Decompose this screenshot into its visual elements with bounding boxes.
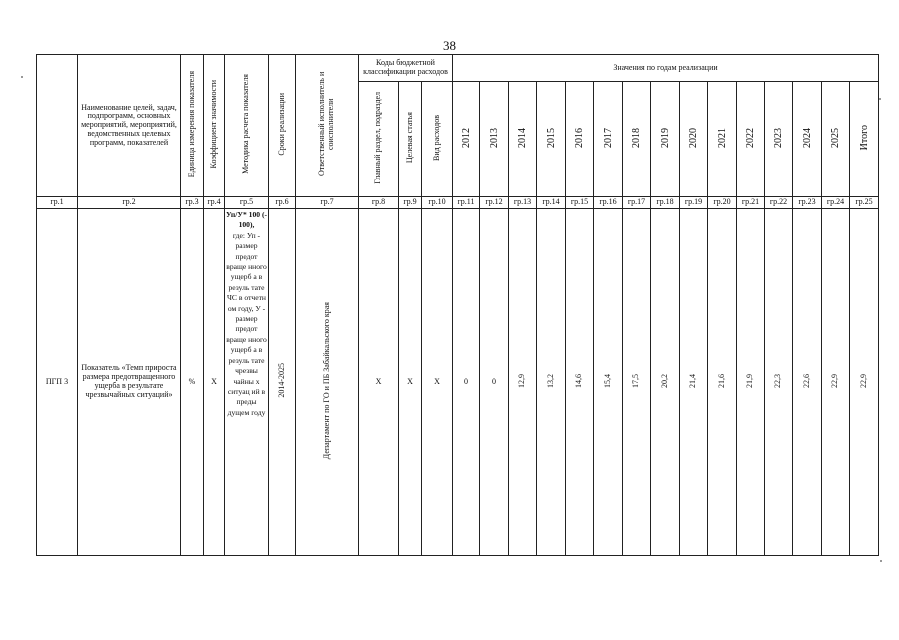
row-value: 22,9: [850, 209, 879, 556]
header-year: Итого: [850, 82, 879, 197]
row-indicator-name: Показатель «Темп прироста размера предотвращенного ущерба в результате чрезвычайных ситуаций»: [78, 209, 181, 556]
header-year: 2020: [680, 82, 708, 197]
header-years-group: Значения по годам реализации: [453, 55, 879, 82]
header-year: 2015: [537, 82, 566, 197]
column-number: гр.24: [822, 197, 850, 209]
row-method: [225, 209, 269, 556]
row-executor: Департамент по ГО и ПБ Забайкальского края: [296, 209, 359, 556]
row-budget-section: Х: [359, 209, 399, 556]
column-number: гр.21: [737, 197, 765, 209]
row-budget-article: Х: [399, 209, 422, 556]
column-number: гр.23: [793, 197, 822, 209]
header-budget-section: Главный раздел, подраздел: [359, 82, 399, 197]
row-value: 21,4: [680, 209, 708, 556]
header-year: 2017: [594, 82, 623, 197]
row-value: 21,6: [708, 209, 737, 556]
header-name: Наименование целей, задач, подпрограмм, основных мероприятий, мероприятий, ведомственных целевых программ, показателей: [78, 55, 181, 197]
row-code: ПГП 3: [37, 209, 78, 556]
column-number: гр.4: [204, 197, 225, 209]
column-number: гр.11: [453, 197, 480, 209]
column-number: гр.22: [765, 197, 793, 209]
page-number: 38: [443, 38, 456, 53]
row-value: 0: [480, 209, 509, 556]
scan-speck: [879, 98, 881, 100]
header-method: Методика расчета показателя: [225, 55, 269, 197]
row-value: 15,4: [594, 209, 623, 556]
header-budget-type: Вид расходов: [422, 82, 453, 197]
header-year: 2023: [765, 82, 793, 197]
row-budget-type: Х: [422, 209, 453, 556]
header-term: Сроки реализации: [269, 55, 296, 197]
header-year: 2012: [453, 82, 480, 197]
column-number: гр.1: [37, 197, 78, 209]
row-value: 0: [453, 209, 480, 556]
row-coef: Х: [204, 209, 225, 556]
header-coef: Коэффициент значимости: [204, 55, 225, 197]
header-executor: Ответственный исполнитель и соисполнители: [296, 55, 359, 197]
header-year: 2018: [623, 82, 651, 197]
column-number: гр.19: [680, 197, 708, 209]
column-number: гр.5: [225, 197, 269, 209]
row-value: 22,9: [822, 209, 850, 556]
row-value: 13,2: [537, 209, 566, 556]
column-number: гр.3: [181, 197, 204, 209]
row-value: 22,3: [765, 209, 793, 556]
column-number: гр.8: [359, 197, 399, 209]
header-budget-article: Целевая статья: [399, 82, 422, 197]
column-number: гр.6: [269, 197, 296, 209]
header-year: 2019: [651, 82, 680, 197]
method-text: где: Уп - размер предот враще нного ущерб а в резуль тате ЧС в отчетн ом году, У - размер предот враще нного ущерб а в резуль тате чрезвы чайны х ситуац ий в преды дущем году: [226, 230, 267, 417]
column-number: гр.2: [78, 197, 181, 209]
header-year: 2024: [793, 82, 822, 197]
row-term: 2014-2025: [269, 209, 296, 556]
column-number: гр.17: [623, 197, 651, 209]
row-value: 17,5: [623, 209, 651, 556]
row-value: 20,2: [651, 209, 680, 556]
header-year: 2016: [566, 82, 594, 197]
header-budget-group: Коды бюджетной классификации расходов: [359, 55, 453, 82]
column-number: гр.16: [594, 197, 623, 209]
scan-speck: [880, 560, 882, 562]
header-year: 2021: [708, 82, 737, 197]
header-year: 2025: [822, 82, 850, 197]
header-year: 2013: [480, 82, 509, 197]
header-year: 2022: [737, 82, 765, 197]
row-value: 12,9: [509, 209, 537, 556]
column-number: гр.12: [480, 197, 509, 209]
indicator-table: [36, 54, 879, 556]
column-number: гр.9: [399, 197, 422, 209]
column-number: гр.14: [537, 197, 566, 209]
header-code: [37, 55, 78, 197]
row-value: 22,6: [793, 209, 822, 556]
header-year: 2014: [509, 82, 537, 197]
row-unit: %: [181, 209, 204, 556]
method-formula: Уп/У* 100 (- 100),: [225, 210, 268, 230]
row-value: 21,9: [737, 209, 765, 556]
column-number: гр.13: [509, 197, 537, 209]
column-number: гр.7: [296, 197, 359, 209]
column-number: гр.18: [651, 197, 680, 209]
column-number: гр.15: [566, 197, 594, 209]
scan-speck: [21, 76, 23, 78]
column-number: гр.25: [850, 197, 879, 209]
column-number: гр.10: [422, 197, 453, 209]
header-unit: Единица измерения показателя: [181, 55, 204, 197]
row-value: 14,6: [566, 209, 594, 556]
column-number: гр.20: [708, 197, 737, 209]
